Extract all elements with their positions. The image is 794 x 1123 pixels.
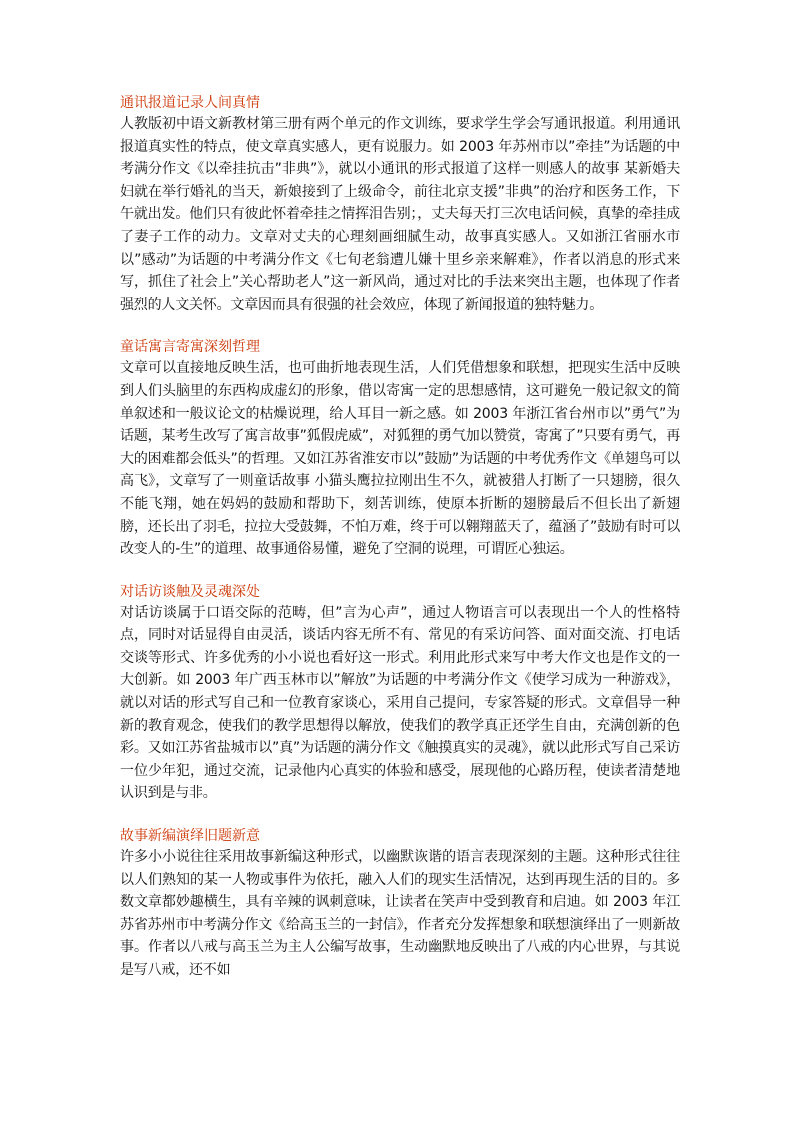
section-heading: 童话寓言寄寓深刻哲理 bbox=[120, 339, 260, 356]
section-paragraph: 文章可以直接地反映生活，也可曲折地表现生活，人们凭借想象和联想，把现实生活中反映到人们头脑里的东西构成虚幻的形象，借以寄寓一定的思想感情，这可避免一般记叙文的简单叙述和一般议论文的枯燥说理，给人耳目一新之感。如 2003 年浙江省台州市以”勇气”为话题，某考生改写了寓言故事”狐假虎威”，对狐狸的勇气加以赞赏，寄寓了”只要有勇气，再大的困难都会低头”的哲理。又如江苏省淮安市以”鼓励”为话题的中考优秀作文《单翅鸟可以高飞》，文章写了一则童话故事 小猫头鹰拉拉刚出生不久，就被猎人打断了一只翅膀，很久不能飞翔，她在妈妈的鼓励和帮助下，刻苦训练，使原本折断的翅膀最后不但长出了新翅膀，还长出了羽毛，拉拉大受鼓舞，不怕万难，终于可以翱翔蓝天了，蕴涵了”鼓励有时可以改变人的-生”的道理、故事通俗易懂，避免了空洞的说理，可谓匠心独运。 bbox=[120, 360, 680, 558]
section-fairy-tale bbox=[120, 338, 680, 560]
section-paragraph: 对话访谈属于口语交际的范畴，但”言为心声”，通过人物语言可以表现出一个人的性格特点，同时对话显得自由灵活，谈话内容无所不有、常见的有采访问答、面对面交流、打电话交谈等形式、许多优秀的小小说也看好这一形式。利用此形式来写中考大作文也是作文的一大创新。如 2003 年广西玉林市以”解放”为话题的中考满分作文《使学习成为一种游戏》，就以对话的形式写自己和一位教育家谈心，采用自己提问，专家答疑的形式。文章倡导一种新的教育观念，使我们的教学思想得以解放，使我们的教学真正还学生自由，充满创新的色彩。又如江苏省盐城市以”真”为话题的满分作文《触摸真实的灵魂》，就以此形式写自己采访一位少年犯，通过交流，记录他内心真实的体验和感受，展现他的心路历程，使读者清楚地认识到是与非。 bbox=[120, 604, 680, 802]
section-heading: 故事新编演绎旧题新意 bbox=[120, 828, 260, 845]
section-story-rewrite bbox=[120, 827, 680, 982]
document-page bbox=[120, 94, 680, 1004]
section-dialogue bbox=[120, 583, 680, 805]
section-heading: 对话访谈触及灵魂深处 bbox=[120, 583, 260, 600]
section-news-report bbox=[120, 94, 680, 316]
section-paragraph: 人教版初中语文新教材第三册有两个单元的作文训练，要求学生学会写通讯报道。利用通讯报道真实性的特点，使文章真实感人，更有说服力。如 2003 年苏州市以”牵挂”为话题的中考满分作文《以牵挂抗击”非典”》，就以小通讯的形式报道了这样一则感人的故事 某新婚夫妇就在举行婚礼的当天，新娘接到了上级命令，前往北京支援”非典”的治疗和医务工作，下午就出发。他们只有彼此怀着牵挂之情挥泪告别；，丈夫每天打三次电话问候，真挚的牵挂成了妻子工作的动力。文章对丈夫的心理刻画细腻生动，故事真实感人。又如浙江省丽水市以”感动”为话题的中考满分作文《七旬老翁遭儿嫌十里乡亲来解难》，作者以消息的形式来写，抓住了社会上”关心帮助老人”这一新风尚，通过对比的手法来突出主题，也体现了作者强烈的人文关怀。文章因而具有很强的社会效应，体现了新闻报道的独特魅力。 bbox=[120, 116, 680, 313]
section-paragraph: 许多小小说往往采用故事新编这种形式，以幽默诙谐的语言表现深刻的主题。这种形式往往以人们熟知的某一人物或事件为依托，融入人们的现实生活情况，达到再现生活的目的。多数文章都妙趣横生，具有辛辣的讽刺意味，让读者在笑声中受到教育和启迪。如 2003 年江苏省苏州市中考满分作文《给高玉兰的一封信》，作者充分发挥想象和联想演绎出了一则新故事。作者以八戒与高玉兰为主人公编写故事，生动幽默地反映出了八戒的内心世界，与其说是写八戒，还不如 bbox=[120, 849, 680, 978]
section-heading: 通讯报道记录人间真情 bbox=[120, 95, 260, 111]
